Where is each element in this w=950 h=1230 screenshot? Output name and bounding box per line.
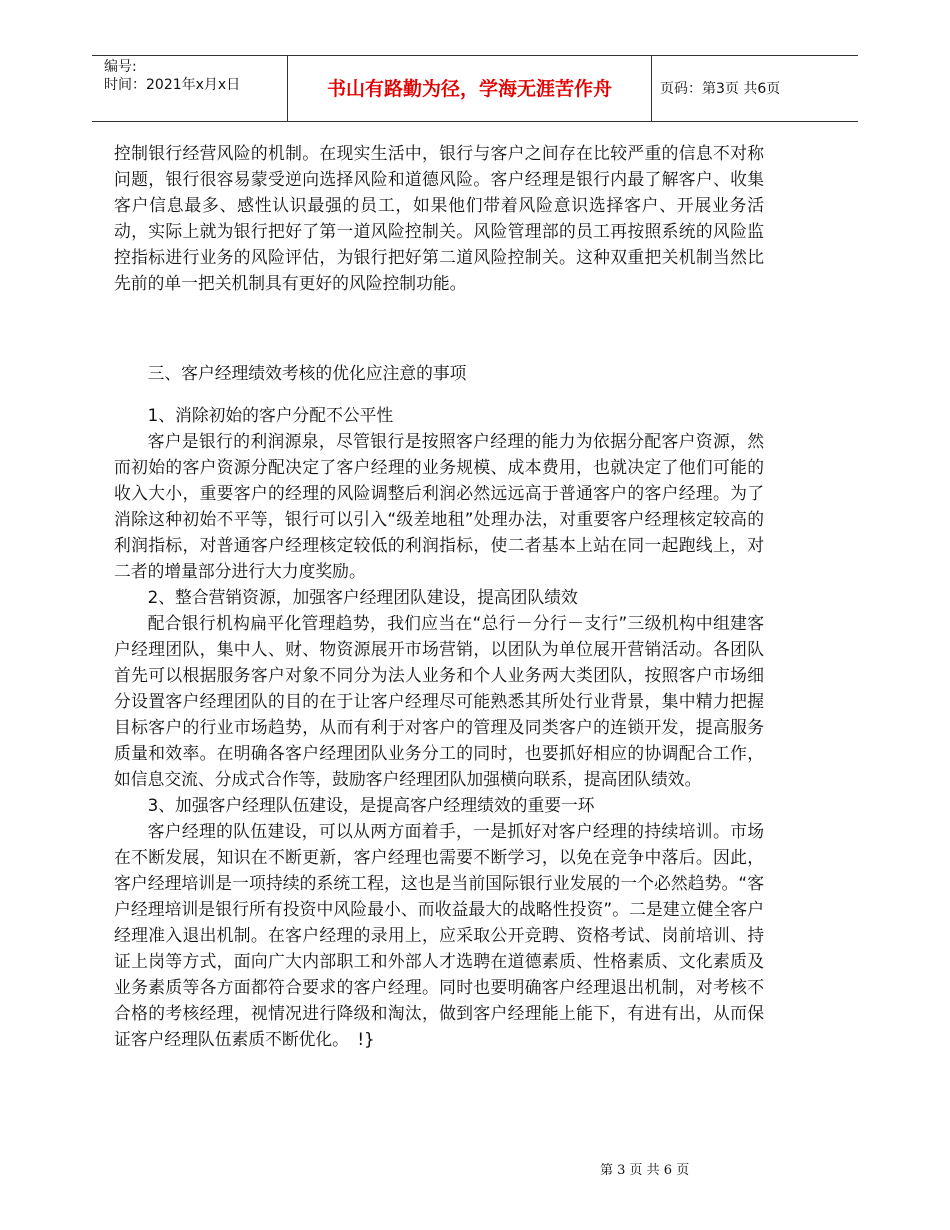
document-date-label: 时间：2021年x月x日: [104, 77, 241, 93]
document-number-label: 编号:: [104, 59, 137, 75]
intro-paragraph: 控制银行经营风险的机制。在现实生活中，银行与客户之间存在比较严重的信息不对称问题，银行很容易蒙受逆向选择风险和道德风险。客户经理是银行内最了解客户、收集客户信息最多、感性认识最强的员工，如果他们带着风险意识选择客户、开展业务活动，实际上就为银行把好了第一道风险控制关。风险管理部的员工再按照系统的风险监控指标进行业务的风险评估，为银行把好第二道风险控制关。这种双重把关机制当然比先前的单一把关机制具有更好的风险控制功能。: [114, 143, 764, 293]
document-body: [114, 140, 764, 1052]
item2-paragraph: 配合银行机构扁平化管理趋势，我们应当在“总行－分行－支行”三级机构中组建客户经理团队，集中人、财、物资源展开市场营销，以团队为单位展开营销活动。各团队首先可以根据服务客户对象不同分为法人业务和个人业务两大类团队，按照客户市场细分设置客户经理团队的目的在于让客户经理尽可能熟悉其所处行业背景，集中精力把握目标客户的行业市场趋势，从而有利于对客户的管理及同类客户的连锁开发，提高服务质量和效率。在明确各客户经理团队业务分工的同时，也要抓好相应的协调配合工作，如信息交流、分成式合作等，鼓励客户经理团队加强横向联系，提高团队绩效。: [114, 613, 764, 789]
header-motto: 书山有路勤为径，学海无涯苦作舟: [326, 78, 612, 100]
footer-page-number: 第 3 页 共 6 页: [600, 1163, 690, 1178]
item3-paragraph: 客户经理的队伍建设，可以从两方面着手，一是抓好对客户经理的持续培训。市场在不断发展，知识在不断更新，客户经理也需要不断学习，以免在竞争中落后。因此，客户经理培训是一项持续的系统工程，这也是当前国际银行业发展的一个必然趋势。“客户经理培训是银行所有投资中风险最小、而收益最大的战略性投资”。二是建立健全客户经理准入退出机制。在客户经理的录用上，应采取公开竞聘、资格考试、岗前培训、持证上岗等方式，面向广大内部职工和外部人才选聘在道德素质、性格素质、文化素质及业务素质等各方面都符合要求的客户经理。同时也要明确客户经理退出机制，对考核不合格的考核经理，视情况进行降级和淘汰，做到客户经理能上能下，有进有出，从而保证客户经理队伍素质不断优化。 !}: [114, 821, 764, 1049]
item2-title: 2、整合营销资源，加强客户经理团队建设，提高团队绩效: [147, 587, 578, 607]
item1-paragraph: 客户是银行的利润源泉，尽管银行是按照客户经理的能力为依据分配客户资源，然而初始的客户资源分配决定了客户经理的业务规模、成本费用，也就决定了他们可能的收入大小，重要客户的经理的风险调整后利润必然远远高于普通客户的客户经理。为了消除这种初始不平等，银行可以引入“级差地租”处理办法，对重要客户经理核定较高的利润指标，对普通客户经理核定较低的利润指标，使二者基本上站在同一起跑线上，对二者的增量部分进行大力度奖励。: [114, 431, 764, 581]
header-top-rule: [92, 55, 858, 56]
header-page-number: 页码：第3页 共6页: [660, 81, 781, 97]
item3-title: 3、加强客户经理队伍建设，是提高客户经理绩效的重要一环: [147, 795, 595, 815]
header-bottom-rule: [92, 121, 858, 122]
header-divider-right: [651, 55, 652, 121]
section-heading: 三、客户经理绩效考核的优化应注意的事项: [147, 363, 467, 383]
item1-title: 1、消除初始的客户分配不公平性: [147, 405, 394, 425]
